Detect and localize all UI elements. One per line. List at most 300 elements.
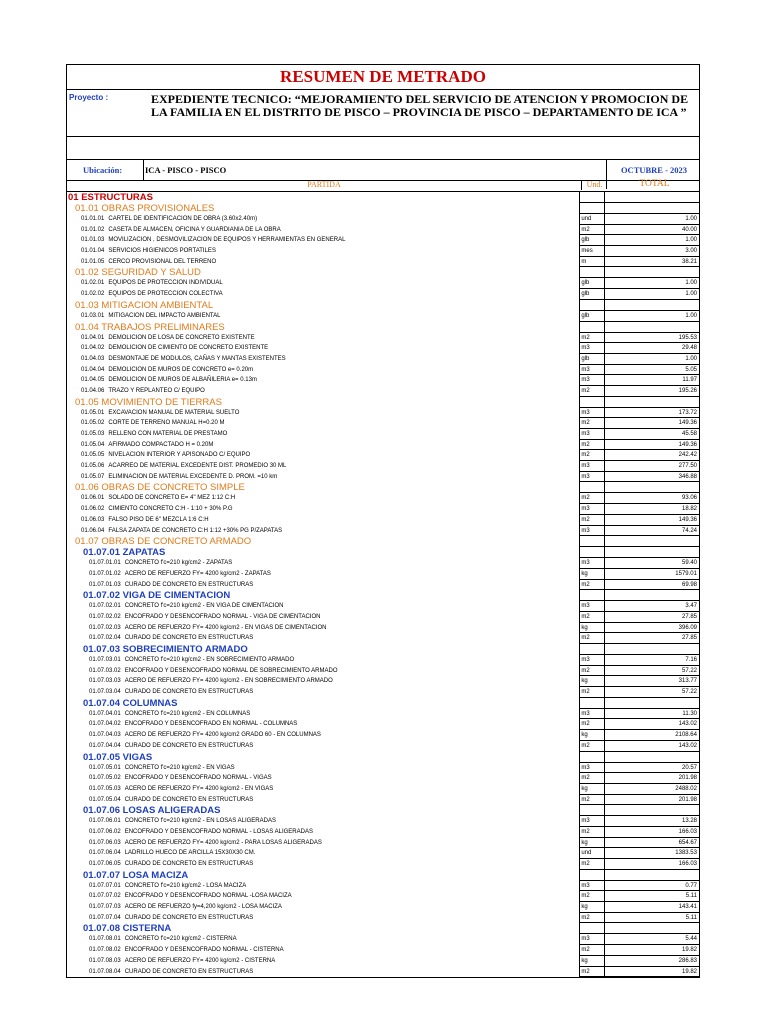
partida-desc: ENCOFRADO Y DESENCOFRADO NORMAL - LOSAS ALIGERADAS	[124, 828, 313, 835]
und-cell: m3	[579, 709, 604, 720]
und-cell: m3	[579, 429, 604, 440]
total-cell: 1.00	[604, 354, 699, 365]
partida-desc: CURADO DE CONCRETO EN ESTRUCTURAS	[124, 796, 254, 803]
partida-code: 01.07.02.03	[89, 624, 121, 631]
total-cell: 1.00	[604, 235, 699, 246]
partida-desc: ACERO DE REFUERZO FY= 4200 kg/cm2 GRADO 60 - EN COLUMNAS	[124, 732, 321, 739]
total-cell: 38.21	[604, 257, 699, 268]
table-row	[67, 902, 699, 913]
partida-cell	[67, 418, 579, 429]
und-cell	[579, 536, 604, 547]
partida-code: 01.07.06.05	[89, 861, 121, 867]
und-cell	[579, 644, 604, 655]
blank-row	[67, 137, 699, 160]
partida-cell	[67, 676, 579, 687]
table-row	[67, 967, 699, 978]
und-cell: m3	[579, 655, 604, 666]
partida-code: 01.05.03	[81, 431, 105, 437]
total-cell: 20.57	[604, 763, 699, 774]
total-cell: 13.28	[604, 816, 699, 827]
partida-code: 01.07.06.03	[89, 839, 121, 846]
section-row	[67, 536, 699, 547]
partida-cell	[67, 461, 579, 472]
partida-code: 01.07.03.01	[89, 657, 121, 663]
und-cell: und	[579, 214, 604, 225]
partida-desc: ACERO DE REFUERZO FY= 4200 kg/cm2 - EN VIGAS	[124, 785, 274, 792]
table-row	[67, 709, 699, 720]
section-title: 01.01 OBRAS PROVISIONALES	[75, 203, 215, 214]
table-row	[67, 493, 699, 504]
partida-cell	[67, 343, 579, 354]
und-cell: m3	[579, 601, 604, 612]
total-cell	[604, 482, 699, 493]
table-row	[67, 418, 699, 429]
section-title: 01.07.05 VIGAS	[83, 751, 153, 763]
und-cell: m2	[579, 612, 604, 623]
total-cell: 74.24	[604, 526, 699, 537]
partida-cell	[67, 719, 579, 730]
partida-cell	[67, 504, 579, 515]
und-cell: m2	[579, 945, 604, 956]
partida-desc: ACERO DE REFUERZO FY= 4200 kg/cm2 - CISTERNA	[124, 957, 276, 964]
partida-cell	[67, 408, 579, 419]
und-cell: m3	[579, 461, 604, 472]
und-cell: glb	[579, 235, 604, 246]
partida-desc: CURADO DE CONCRETO EN ESTRUCTURAS	[124, 914, 254, 921]
partida-desc: CURADO DE CONCRETO EN ESTRUCTURAS	[124, 742, 254, 749]
partida-code: 01.07.07.04	[89, 914, 121, 921]
partida-code: 01.07.08.01	[89, 936, 121, 943]
partida-cell	[67, 687, 579, 698]
partida-desc: FALSA ZAPATA DE CONCRETO C:H 1:12 +30% PG P/ZAPATAS	[108, 527, 283, 534]
table-row	[67, 623, 699, 634]
total-cell: 286.83	[604, 956, 699, 967]
partida-code: 01.07.05.02	[89, 775, 121, 782]
und-cell: glb	[579, 311, 604, 322]
total-cell	[604, 590, 699, 601]
section-title: 01.04 TRABAJOS PRELIMINARES	[75, 321, 225, 333]
total-cell: 2108.64	[604, 730, 699, 741]
section-row	[67, 698, 699, 709]
partida-code: 01.07.04.03	[89, 732, 121, 739]
und-cell: kg	[579, 902, 604, 913]
proyecto-block	[67, 90, 699, 137]
section-row	[67, 547, 699, 558]
partida-code: 01.07.07.02	[89, 893, 121, 900]
partida-code: 01.06.03	[81, 516, 105, 523]
partida-desc: CURADO DE CONCRETO EN ESTRUCTURAS	[124, 968, 254, 975]
partida-desc: CARTEL DE IDENTIFICACION DE OBRA (3.60x2.40m)	[108, 216, 258, 222]
table-row	[67, 333, 699, 344]
partida-desc: ENCOFRADO Y DESENCOFRADO NORMAL - VIGAS	[124, 775, 272, 782]
und-cell: m3	[579, 375, 604, 386]
table-row	[67, 472, 699, 483]
und-cell: m2	[579, 967, 604, 978]
und-cell: m3	[579, 558, 604, 569]
partida-desc: ENCOFRADO Y DESENCOFRADO NORMAL -LOSA MACIZA	[124, 893, 292, 900]
partida-cell	[67, 472, 579, 483]
table-row	[67, 375, 699, 386]
ubicacion-row	[67, 160, 699, 181]
table-row	[67, 558, 699, 569]
table-row	[67, 676, 699, 687]
total-cell: 313.77	[604, 676, 699, 687]
total-cell: 195.26	[604, 386, 699, 397]
partida-cell	[67, 612, 579, 623]
und-cell: m2	[579, 773, 604, 784]
table-row	[67, 601, 699, 612]
total-cell: 69.98	[604, 580, 699, 591]
partida-desc: CERCO PROVISIONAL DEL TERRENO	[108, 258, 217, 265]
partida-cell	[67, 859, 579, 870]
und-cell: m2	[579, 333, 604, 344]
total-cell	[604, 870, 699, 881]
und-cell: m2	[579, 859, 604, 870]
partida-desc: ENCOFRADO Y DESENCOFRADO EN NORMAL - COLUMNAS	[124, 721, 298, 728]
ubicacion-value: ICA - PISCO - PISCO	[145, 165, 227, 175]
und-cell: m3	[579, 504, 604, 515]
total-cell	[604, 805, 699, 816]
partida-desc: CONCRETO f'c=210 kg/cm2 - CISTERNA	[124, 936, 237, 943]
partida-desc: ENCOFRADO Y DESENCOFRADO NORMAL - VIGA DE CIMENTACION	[124, 613, 321, 620]
partida-code: 01.01.03	[81, 237, 105, 244]
table-row	[67, 289, 699, 300]
section-row	[67, 267, 699, 278]
partida-cell	[67, 881, 579, 892]
partida-code: 01.07.06.04	[89, 850, 121, 857]
table-row	[67, 859, 699, 870]
partida-code: 01.07.01.01	[89, 560, 121, 567]
partida-desc: AFIRMADO COMPACTADO H = 0.20M	[108, 441, 214, 448]
partida-cell	[67, 741, 579, 752]
partida-cell	[67, 816, 579, 827]
table-row	[67, 257, 699, 268]
total-cell: 166.03	[604, 827, 699, 838]
partida-desc: CONCRETO f'c=210 kg/cm2 - EN SOBRECIMIENTO ARMADO	[124, 657, 295, 663]
divider	[143, 160, 144, 180]
partida-desc: CONCRETO f'c=210 kg/cm2 - EN VIGAS	[124, 764, 235, 771]
partida-cell	[67, 246, 579, 257]
partida-code: 01.01.05	[81, 258, 105, 265]
partida-cell	[67, 440, 579, 451]
table-row	[67, 633, 699, 644]
table-row	[67, 504, 699, 515]
partida-desc: CASETA DE ALMACEN, OFICINA Y GUARDIANIA DE LA OBRA	[108, 226, 281, 233]
total-cell: 93.06	[604, 493, 699, 504]
partida-desc: ENCOFRADO Y DESENCOFRADO NORMAL DE SOBRECIMIENTO ARMADO	[124, 667, 338, 674]
table-row	[67, 612, 699, 623]
section-title: 01.07.02 VIGA DE CIMENTACION	[83, 590, 231, 602]
und-cell: kg	[579, 569, 604, 580]
partida-desc: DEMOLICION DE CIMIENTO DE CONCRETO EXISTENTE	[108, 345, 269, 352]
total-cell	[604, 547, 699, 558]
partida-code: 01.01.04	[81, 248, 105, 255]
section-title: 01 ESTRUCTURAS	[68, 192, 153, 203]
partida-code: 01.07.04.04	[89, 742, 121, 749]
partida-code: 01.07.07.03	[89, 904, 121, 911]
total-cell: 27.85	[604, 612, 699, 623]
section-title: 01.03 MITIGACION AMBIENTAL	[75, 299, 214, 311]
section-title: 01.07.08 CISTERNA	[83, 923, 172, 935]
und-cell: glb	[579, 354, 604, 365]
section-row	[67, 752, 699, 763]
partida-desc: CIMIENTO CONCRETO C:H - 1:10 + 30% P.G	[108, 506, 233, 513]
total-cell: 1.00	[604, 214, 699, 225]
und-cell	[579, 482, 604, 493]
partida-cell	[67, 967, 579, 978]
table-row	[67, 827, 699, 838]
total-cell: 40.00	[604, 225, 699, 236]
total-cell	[604, 300, 699, 311]
partida-code: 01.07.01.03	[89, 581, 121, 588]
und-cell	[579, 805, 604, 816]
total-cell: 143.02	[604, 719, 699, 730]
total-cell: 242.42	[604, 450, 699, 461]
partida-cell	[67, 450, 579, 461]
partida-desc: CURADO DE CONCRETO EN ESTRUCTURAS	[124, 861, 254, 867]
partida-cell	[67, 558, 579, 569]
partida-desc: CONCRETO f'c=210 kg/cm2 - LOSA MACIZA	[124, 882, 247, 889]
und-cell: kg	[579, 956, 604, 967]
total-cell: 5.44	[604, 934, 699, 945]
table-row	[67, 816, 699, 827]
und-cell: m3	[579, 934, 604, 945]
total-cell: 57.22	[604, 666, 699, 677]
und-cell: m2	[579, 515, 604, 526]
partida-cell	[67, 902, 579, 913]
und-cell: m3	[579, 472, 604, 483]
total-cell	[604, 923, 699, 934]
partida-cell	[67, 354, 579, 365]
partida-desc: DEMOLICION DE MUROS DE ALBAÑILERIA e= 0.13m	[108, 377, 257, 384]
und-cell: m2	[579, 719, 604, 730]
partida-cell	[67, 386, 579, 397]
partida-cell	[67, 827, 579, 838]
total-cell: 19.82	[604, 945, 699, 956]
table-row	[67, 365, 699, 376]
partida-desc: ACERO DE REFUERZO FY= 4200 kg/cm2 - PARA LOSAS ALIGERADAS	[124, 839, 322, 846]
table-row	[67, 655, 699, 666]
partida-code: 01.01.01	[81, 216, 105, 222]
table-row	[67, 934, 699, 945]
partida-cell	[67, 784, 579, 795]
partida-desc: ELIMINACION DE MATERIAL EXCEDENTE D. PROM. =10 km	[108, 473, 278, 480]
category-row	[67, 192, 699, 203]
table-row	[67, 881, 699, 892]
total-cell	[604, 536, 699, 547]
partida-code: 01.02.01	[81, 280, 105, 287]
partida-code: 01.06.04	[81, 527, 105, 534]
total-cell: 45.58	[604, 429, 699, 440]
und-cell	[579, 397, 604, 408]
table-row	[67, 440, 699, 451]
und-cell	[579, 547, 604, 558]
und-cell	[579, 590, 604, 601]
total-cell: 143.02	[604, 741, 699, 752]
partida-code: 01.07.05.03	[89, 785, 121, 792]
table-row	[67, 666, 699, 677]
partida-code: 01.05.05	[81, 452, 105, 459]
und-cell: m3	[579, 763, 604, 774]
partida-cell	[67, 515, 579, 526]
partida-code: 01.07.02.04	[89, 635, 121, 642]
und-cell	[579, 870, 604, 881]
partida-desc: RELLENO CON MATERIAL DE PRESTAMO	[108, 431, 228, 437]
partida-code: 01.07.03.03	[89, 678, 121, 685]
total-cell	[604, 397, 699, 408]
table-row	[67, 719, 699, 730]
table-row	[67, 246, 699, 257]
header-partida: PARTIDA	[307, 180, 341, 189]
partida-code: 01.06.01	[81, 495, 105, 502]
und-cell: mes	[579, 246, 604, 257]
und-cell: m2	[579, 418, 604, 429]
partida-cell	[67, 763, 579, 774]
partida-code: 01.07.04.02	[89, 721, 121, 728]
total-cell: 57.22	[604, 687, 699, 698]
partida-cell	[67, 493, 579, 504]
partida-code: 01.05.06	[81, 463, 105, 470]
total-cell: 166.03	[604, 859, 699, 870]
section-title: 01.02 SEGURIDAD Y SALUD	[75, 267, 201, 279]
partida-cell	[67, 278, 579, 289]
total-cell: 201.98	[604, 795, 699, 806]
partida-desc: CONCRETO f'c=210 kg/cm2 - ZAPATAS	[124, 560, 233, 567]
partida-code: 01.01.02	[81, 226, 105, 233]
und-cell: m2	[579, 666, 604, 677]
und-cell: m2	[579, 741, 604, 752]
section-title: 01.07.03 SOBRECIMIENTO ARMADO	[83, 644, 248, 655]
partida-desc: LADRILLO HUECO DE ARCILLA 15X30X30 CM.	[124, 850, 256, 857]
table-row	[67, 687, 699, 698]
proyecto-text: EXPEDIENTE TECNICO: “MEJORAMIENTO DEL SERVICIO DE ATENCION Y PROMOCION DE LA FAMILIA EN EL DISTRITO DE PISCO – PROVINCIA DE PISCO – DEPARTAMENTO DE ICA ”	[151, 92, 689, 119]
total-cell: 11.97	[604, 375, 699, 386]
table-row	[67, 956, 699, 967]
partida-desc: EXCAVACION MANUAL DE MATERIAL SUELTO	[108, 409, 240, 416]
proyecto-label: Proyecto :	[69, 93, 109, 102]
table-row	[67, 515, 699, 526]
total-cell: 396.09	[604, 623, 699, 634]
partida-code: 01.07.02.01	[89, 603, 121, 610]
und-cell: m3	[579, 881, 604, 892]
total-cell	[604, 192, 699, 203]
table-row	[67, 763, 699, 774]
total-cell: 27.85	[604, 633, 699, 644]
partida-code: 01.04.04	[81, 366, 105, 373]
partida-code: 01.05.02	[81, 420, 105, 427]
und-cell	[579, 192, 604, 203]
section-row	[67, 805, 699, 816]
table-body	[67, 192, 699, 977]
partida-code: 01.07.08.04	[89, 968, 121, 975]
partida-code: 01.02.02	[81, 291, 105, 298]
metrado-sheet	[66, 64, 700, 978]
partida-desc: EQUIPOS DE PROTECCION INDIVIDUAL	[108, 280, 223, 287]
section-row	[67, 300, 699, 311]
partida-desc: ACERO DE REFUERZO FY= 4200 kg/cm2 - ZAPATAS	[124, 570, 271, 577]
partida-cell	[67, 375, 579, 386]
und-cell	[579, 752, 604, 763]
partida-cell	[67, 633, 579, 644]
table-row	[67, 343, 699, 354]
partida-code: 01.07.03.04	[89, 689, 121, 696]
section-row	[67, 482, 699, 493]
total-cell: 0.77	[604, 881, 699, 892]
partida-desc: NIVELACION INTERIOR Y APISONADO C/ EQUIPO	[108, 452, 251, 459]
und-cell: und	[579, 848, 604, 859]
partida-code: 01.07.08.03	[89, 957, 121, 964]
partida-cell	[67, 365, 579, 376]
partida-code: 01.04.05	[81, 377, 105, 384]
total-cell: 1383.53	[604, 848, 699, 859]
table-header	[67, 181, 699, 192]
partida-code: 01.04.06	[81, 387, 105, 394]
total-cell: 5.11	[604, 891, 699, 902]
und-cell: kg	[579, 784, 604, 795]
total-cell: 173.72	[604, 408, 699, 419]
total-cell	[604, 322, 699, 333]
partida-code: 01.05.01	[81, 409, 105, 416]
total-cell: 201.98	[604, 773, 699, 784]
table-row	[67, 784, 699, 795]
partida-desc: ACERO DE REFUERZO FY= 4200 kg/cm2 - EN SOBRECIMIENTO ARMADO	[124, 678, 333, 685]
und-cell: kg	[579, 676, 604, 687]
partida-desc: MOVILIZACION , DESMOVILIZACION DE EQUIPOS Y HERRAMIENTAS EN GENERAL	[108, 237, 346, 244]
partida-cell	[67, 311, 579, 322]
section-title: 01.07 OBRAS DE CONCRETO ARMADO	[75, 536, 252, 548]
total-cell: 149.36	[604, 440, 699, 451]
partida-cell	[67, 526, 579, 537]
partida-cell	[67, 257, 579, 268]
partida-code: 01.06.02	[81, 506, 105, 513]
partida-code: 01.07.08.02	[89, 947, 121, 954]
partida-desc: SOLADO DE CONCRETO E= 4" MEZ 1:12 C:H	[108, 495, 236, 502]
partida-cell	[67, 795, 579, 806]
partida-desc: CONCRETO f'c=210 kg/cm2 - EN VIGA DE CIMENTACION	[124, 603, 284, 610]
table-row	[67, 311, 699, 322]
partida-cell	[67, 333, 579, 344]
und-cell: kg	[579, 623, 604, 634]
total-cell: 18.82	[604, 504, 699, 515]
partida-desc: ACERO DE REFUERZO fy=4,200 kg/cm2 - LOSA MACIZA	[124, 904, 282, 911]
und-cell: glb	[579, 289, 604, 300]
und-cell: m2	[579, 386, 604, 397]
partida-code: 01.07.05.04	[89, 796, 121, 803]
und-cell: m2	[579, 891, 604, 902]
partida-desc: ACERO DE REFUERZO FY= 4200 kg/cm2 - EN VIGAS DE CIMENTACION	[124, 624, 327, 631]
table-row	[67, 730, 699, 741]
section-row	[67, 322, 699, 333]
total-cell: 1.00	[604, 311, 699, 322]
total-cell: 2488.02	[604, 784, 699, 795]
total-cell	[604, 698, 699, 709]
partida-cell	[67, 623, 579, 634]
total-cell: 3.00	[604, 246, 699, 257]
partida-code: 01.07.01.02	[89, 570, 121, 577]
table-row	[67, 461, 699, 472]
und-cell: m	[579, 257, 604, 268]
partida-code: 01.07.04.01	[89, 710, 121, 717]
total-cell: 149.36	[604, 418, 699, 429]
partida-code: 01.07.05.01	[89, 764, 121, 771]
table-row	[67, 795, 699, 806]
partida-desc: SERVICIOS HIGIENICOS PORTATILES	[108, 248, 216, 255]
partida-desc: MITIGACION DEL IMPACTO AMBIENTAL	[108, 312, 221, 319]
und-cell	[579, 322, 604, 333]
total-cell	[604, 267, 699, 278]
table-row	[67, 408, 699, 419]
partida-desc: EQUIPOS DE PROTECCION COLECTIVA	[108, 291, 223, 298]
